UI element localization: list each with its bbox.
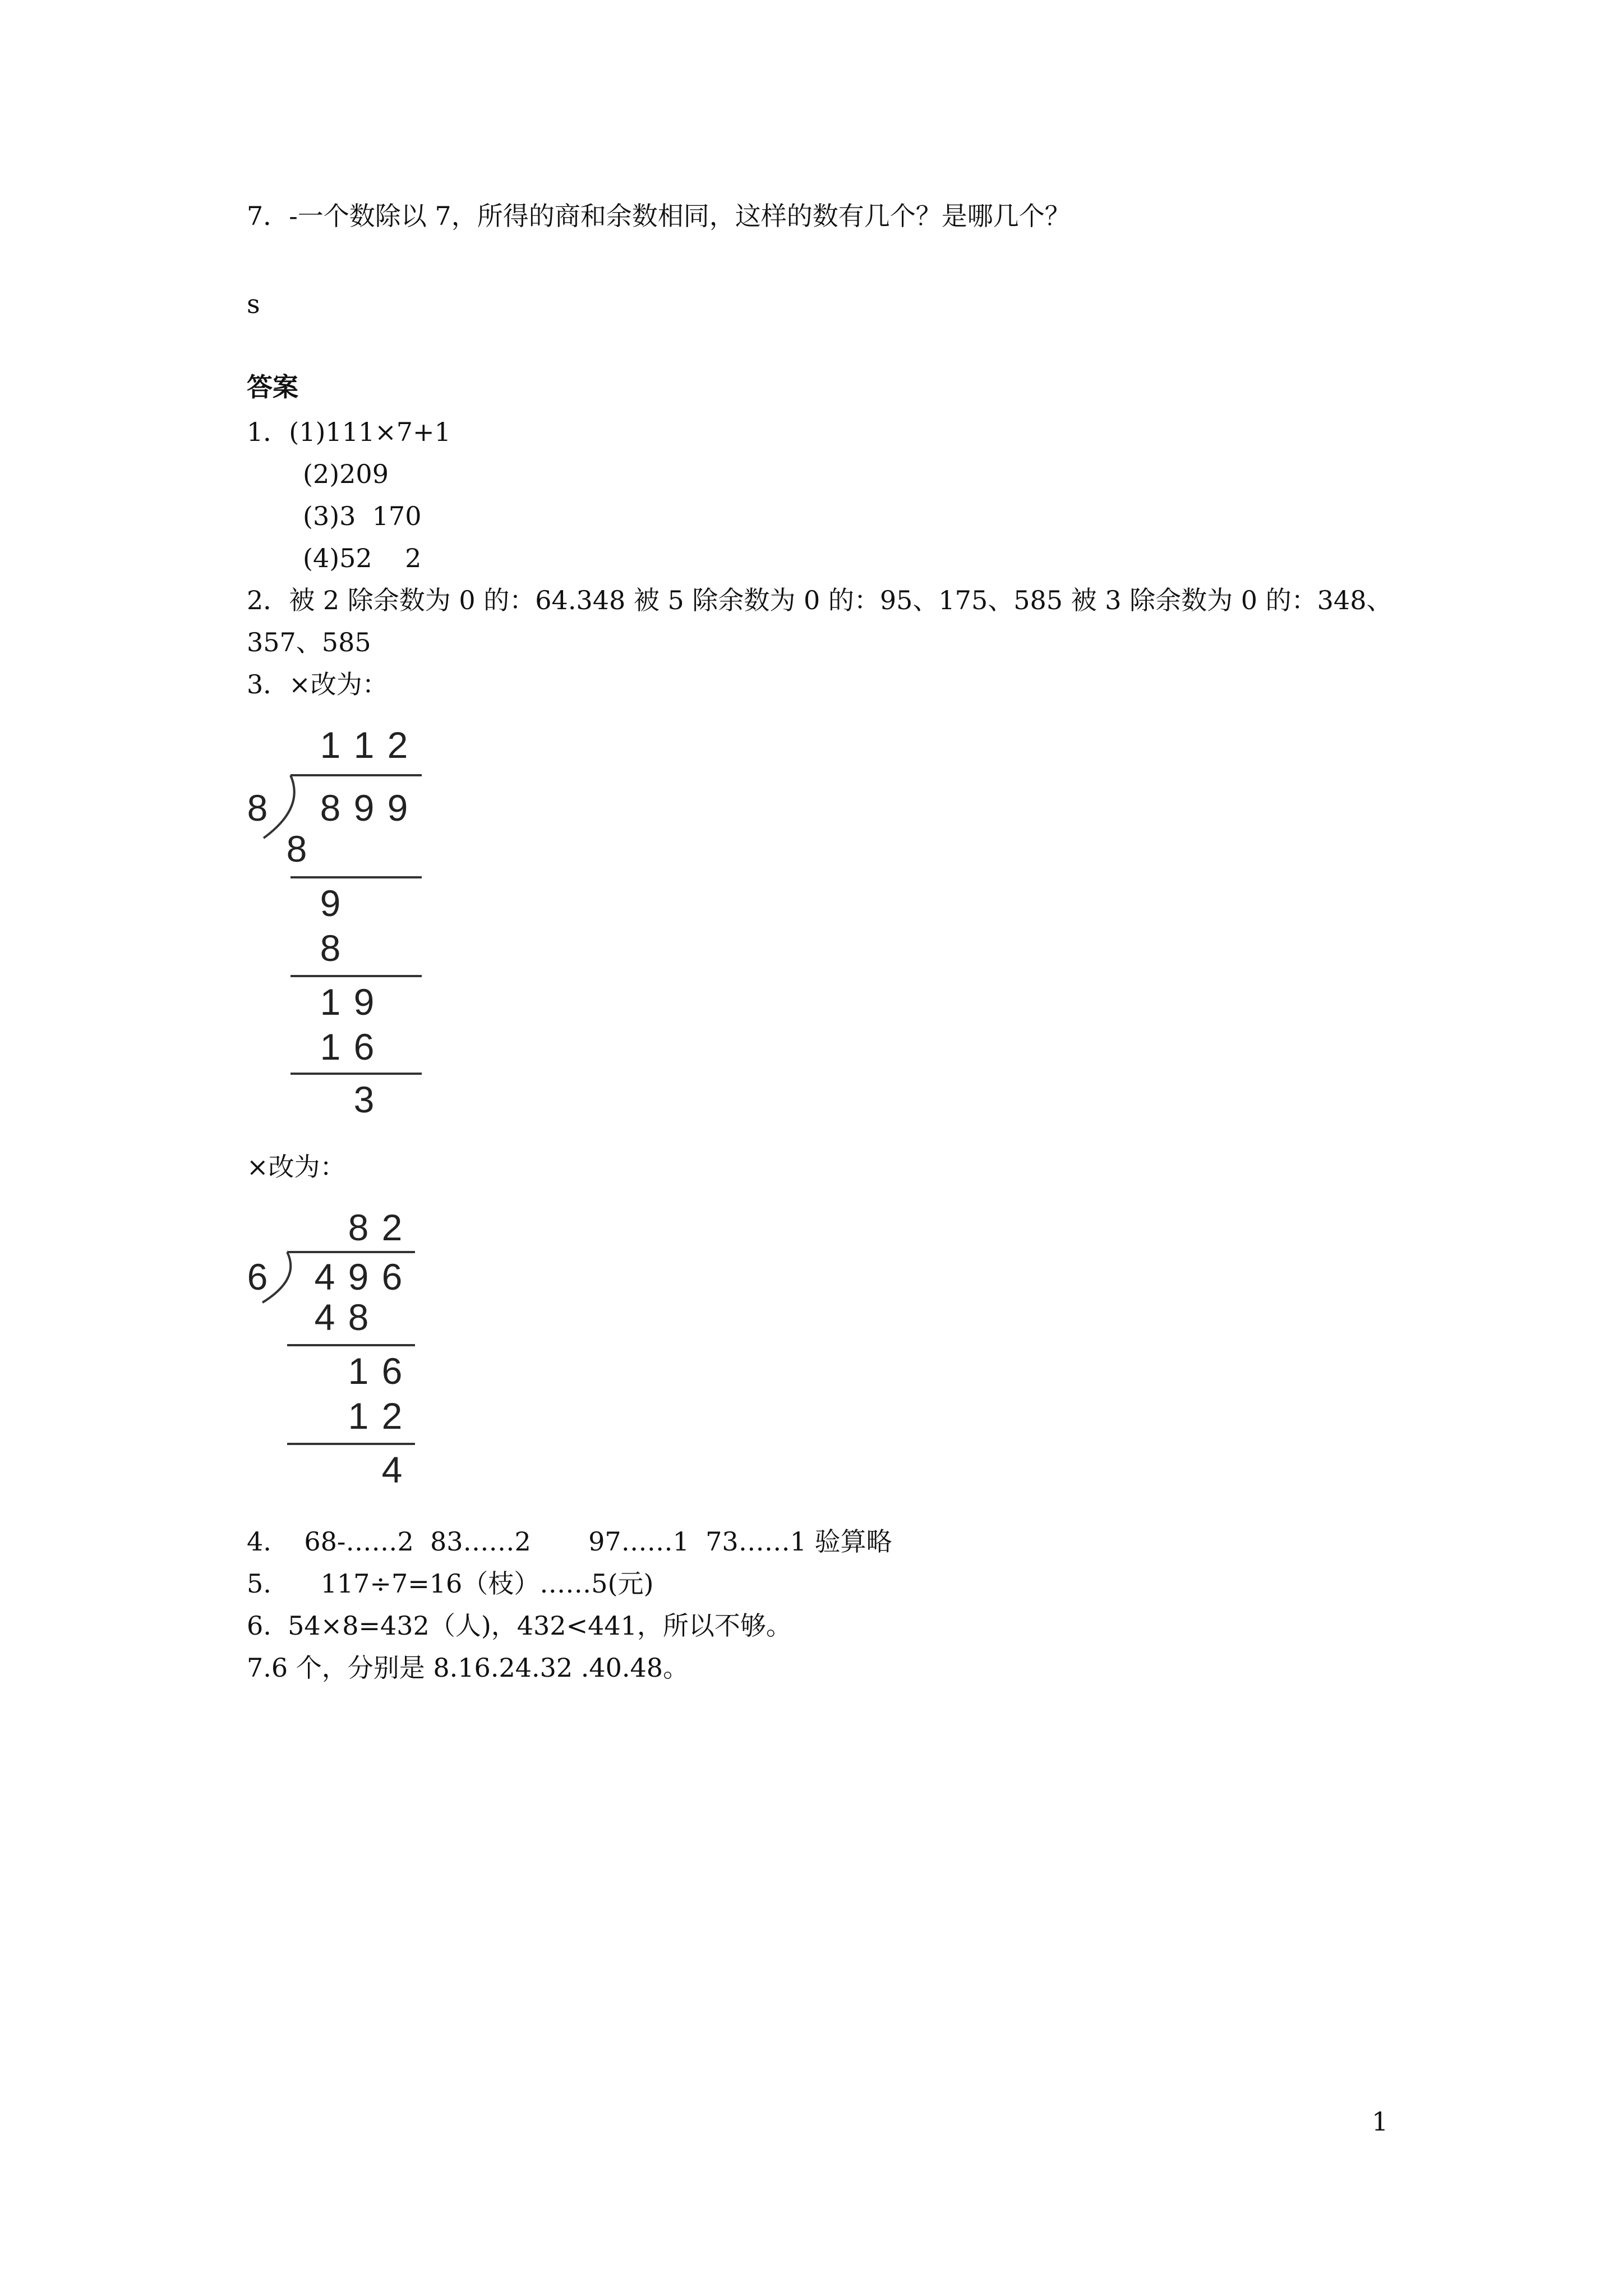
dividend-digit: 6 (381, 1256, 403, 1297)
dividend-digit: 8 (320, 787, 341, 829)
page-number: 1 (1372, 2106, 1389, 2137)
subtrahend-digit: 2 (381, 1395, 403, 1437)
answer-4: 4. 68-……2 83……2 97……1 73……1 验算略 (247, 1526, 892, 1557)
answer-6: 6. 54×8=432（人)，432<441，所以不够。 (247, 1611, 792, 1641)
quotient-digit: 2 (381, 1207, 403, 1248)
answer-2-line-1: 2．被 2 除余数为 0 的：64.348 被 5 除余数为 0 的：95、175、585 被 3 除余数为 0 的：348、 (247, 585, 1393, 615)
subtrahend-digit: 1 (320, 1026, 341, 1068)
subtraction-line (291, 876, 422, 878)
answer-1-part-1: 1．(1)111×7+1 (247, 417, 451, 447)
subtrahend-digit: 6 (353, 1026, 375, 1068)
answer-3-second-label: ×改为： (247, 1152, 346, 1182)
dividend-digit: 4 (314, 1256, 335, 1297)
subtraction-line (291, 1073, 422, 1075)
long-division-899-by-8 (247, 724, 426, 1133)
answer-1-part-4: (4)52 2 (303, 543, 422, 573)
remainder-digit: 9 (320, 882, 341, 924)
divisor: 6 (247, 1256, 268, 1297)
long-division-496-by-6 (247, 1206, 426, 1509)
subtrahend-digit: 8 (348, 1296, 369, 1338)
remainder-digit: 1 (320, 981, 341, 1023)
subtraction-line (291, 975, 422, 977)
subtraction-line (287, 1344, 415, 1346)
answer-2-line-2: 357、585 (247, 627, 371, 657)
subtrahend-digit: 8 (320, 927, 341, 969)
divisor: 8 (247, 787, 268, 829)
dividend-digit: 9 (348, 1256, 369, 1297)
remainder-digit: 1 (348, 1350, 369, 1392)
answers-heading: 答案 (247, 372, 298, 402)
subtrahend-digit: 4 (314, 1296, 335, 1338)
answer-5: 5. 117÷7=16（枝）……5(元) (247, 1568, 654, 1599)
quotient-digit: 1 (320, 724, 341, 766)
remainder-digit: 9 (353, 981, 375, 1023)
quotient-digit: 1 (353, 724, 375, 766)
dividend-digit: 9 (387, 787, 408, 829)
question-7: 7．-一个数除以 7，所得的商和余数相同，这样的数有几个？是哪几个？ (247, 201, 1071, 231)
quotient-digit: 2 (387, 724, 408, 766)
subtrahend-digit: 8 (286, 828, 307, 869)
dividend-digit: 9 (353, 787, 375, 829)
stray-mark: s (247, 289, 260, 319)
remainder-digit: 6 (381, 1350, 403, 1392)
subtrahend-digit: 1 (348, 1395, 369, 1437)
final-remainder: 3 (353, 1079, 375, 1120)
final-remainder: 4 (381, 1449, 403, 1490)
answer-3-label: 3．×改为： (247, 669, 388, 700)
subtraction-line (287, 1443, 415, 1445)
answer-7: 7.6 个，分别是 8.16.24.32 .40.48。 (247, 1653, 689, 1683)
answer-1-part-2: (2)209 (303, 459, 389, 489)
answer-1-part-3: (3)3 170 (303, 501, 422, 531)
quotient-digit: 8 (348, 1207, 369, 1248)
